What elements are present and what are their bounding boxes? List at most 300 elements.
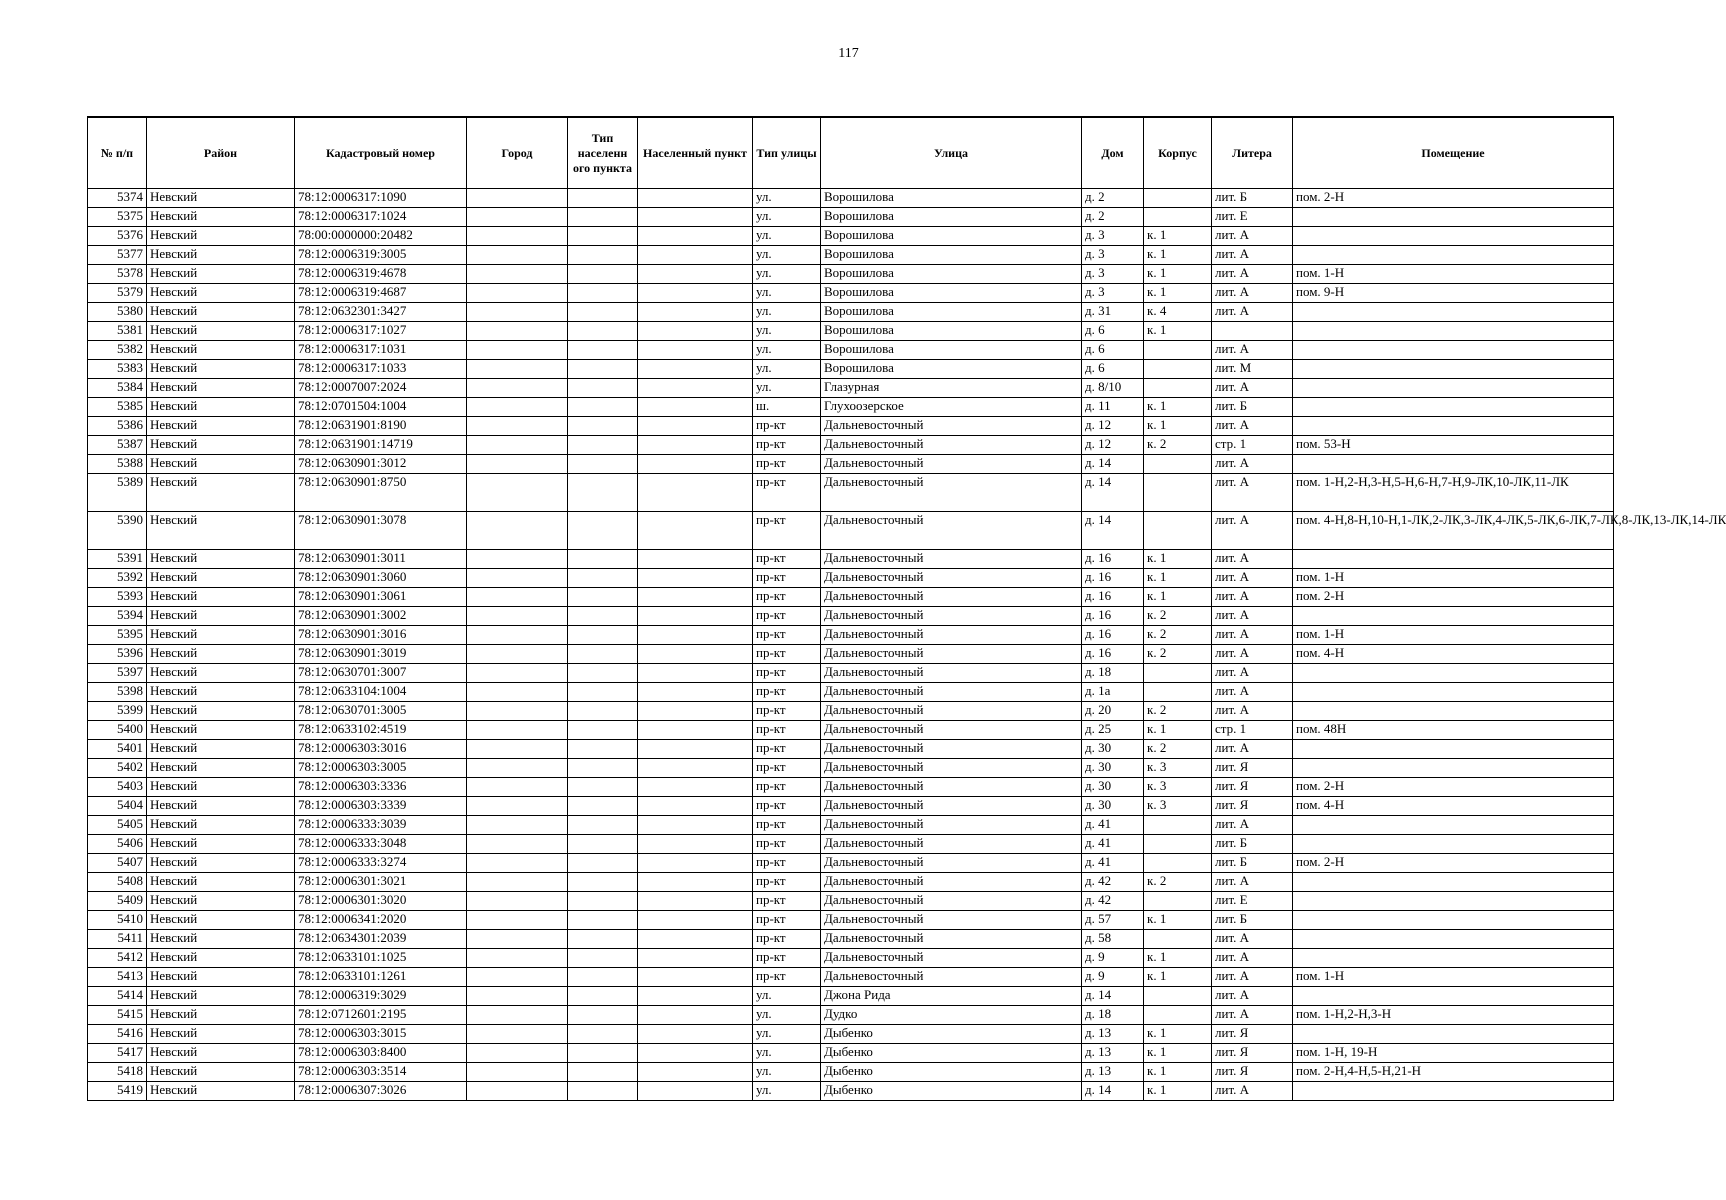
cell-premises: пом. 4-Н	[1293, 797, 1614, 816]
cell-city	[467, 417, 568, 436]
cell-settlement	[638, 569, 753, 588]
cell-city	[467, 189, 568, 208]
cell-settlement-type	[568, 569, 638, 588]
cell-letter: лит. А	[1212, 341, 1293, 360]
cell-street-type: ул.	[753, 341, 821, 360]
cell-district: Невский	[147, 797, 295, 816]
cell-settlement-type	[568, 892, 638, 911]
cell-district: Невский	[147, 474, 295, 512]
cell-settlement	[638, 949, 753, 968]
cell-settlement	[638, 987, 753, 1006]
cell-settlement-type	[568, 816, 638, 835]
cell-letter: лит. Я	[1212, 1044, 1293, 1063]
cell-premises: пом. 2-Н	[1293, 189, 1614, 208]
cell-city	[467, 702, 568, 721]
header-district: Район	[147, 117, 295, 189]
cell-row-number: 5383	[88, 360, 147, 379]
cell-letter	[1212, 322, 1293, 341]
table-row	[88, 455, 1614, 474]
cell-settlement	[638, 664, 753, 683]
cell-street-type: ул.	[753, 208, 821, 227]
cell-settlement	[638, 265, 753, 284]
cell-building: к. 1	[1144, 588, 1212, 607]
table-row	[88, 303, 1614, 322]
cell-letter: стр. 1	[1212, 436, 1293, 455]
cell-street: Дальневосточный	[821, 873, 1082, 892]
cell-street: Дальневосточный	[821, 740, 1082, 759]
cell-city	[467, 892, 568, 911]
table-row	[88, 854, 1614, 873]
cell-settlement-type	[568, 626, 638, 645]
cell-house: д. 14	[1082, 1082, 1144, 1101]
cell-street-type: ул.	[753, 227, 821, 246]
cell-letter: лит. А	[1212, 379, 1293, 398]
cell-city	[467, 759, 568, 778]
cell-settlement	[638, 1082, 753, 1101]
cell-street: Дальневосточный	[821, 417, 1082, 436]
cell-house: д. 16	[1082, 607, 1144, 626]
cell-premises	[1293, 550, 1614, 569]
cell-building: к. 2	[1144, 702, 1212, 721]
cell-city	[467, 455, 568, 474]
cell-building	[1144, 1006, 1212, 1025]
cell-district: Невский	[147, 911, 295, 930]
cell-settlement	[638, 284, 753, 303]
cell-street-type: пр-кт	[753, 911, 821, 930]
header-cadastral-number: Кадастровый номер	[295, 117, 467, 189]
cell-city	[467, 341, 568, 360]
table-row	[88, 778, 1614, 797]
cell-letter: лит. А	[1212, 588, 1293, 607]
cell-building: к. 1	[1144, 227, 1212, 246]
cell-row-number: 5375	[88, 208, 147, 227]
cell-cadastral-number: 78:12:0006319:3029	[295, 987, 467, 1006]
cell-street: Дальневосточный	[821, 759, 1082, 778]
cell-district: Невский	[147, 721, 295, 740]
table-row	[88, 949, 1614, 968]
cell-street-type: ул.	[753, 379, 821, 398]
cell-row-number: 5412	[88, 949, 147, 968]
cell-building: к. 1	[1144, 721, 1212, 740]
cell-settlement-type	[568, 189, 638, 208]
cell-premises: пом. 4-Н	[1293, 645, 1614, 664]
header-house: Дом	[1082, 117, 1144, 189]
cell-cadastral-number: 78:12:0633102:4519	[295, 721, 467, 740]
cell-street: Дальневосточный	[821, 607, 1082, 626]
cell-street-type: пр-кт	[753, 816, 821, 835]
cell-city	[467, 778, 568, 797]
cell-street: Ворошилова	[821, 303, 1082, 322]
cell-city	[467, 968, 568, 987]
cell-city	[467, 474, 568, 512]
cell-cadastral-number: 78:12:0006333:3048	[295, 835, 467, 854]
cell-premises	[1293, 740, 1614, 759]
cell-settlement-type	[568, 721, 638, 740]
cell-city	[467, 436, 568, 455]
cell-street-type: ул.	[753, 360, 821, 379]
cell-cadastral-number: 78:12:0006319:4678	[295, 265, 467, 284]
cell-street: Дальневосточный	[821, 436, 1082, 455]
cell-premises	[1293, 683, 1614, 702]
cell-building	[1144, 455, 1212, 474]
cell-city	[467, 265, 568, 284]
cell-settlement-type	[568, 1044, 638, 1063]
cell-cadastral-number: 78:12:0630901:3016	[295, 626, 467, 645]
cell-street-type: ул.	[753, 189, 821, 208]
cell-row-number: 5404	[88, 797, 147, 816]
cell-letter: лит. Я	[1212, 759, 1293, 778]
cell-house: д. 8/10	[1082, 379, 1144, 398]
cell-street: Дыбенко	[821, 1063, 1082, 1082]
cell-city	[467, 227, 568, 246]
cell-cadastral-number: 78:12:0006303:3336	[295, 778, 467, 797]
cell-house: д. 41	[1082, 816, 1144, 835]
cell-row-number: 5403	[88, 778, 147, 797]
cell-settlement-type	[568, 702, 638, 721]
table-row	[88, 322, 1614, 341]
cell-settlement	[638, 968, 753, 987]
cell-street-type: ул.	[753, 1082, 821, 1101]
cell-row-number: 5384	[88, 379, 147, 398]
table-row	[88, 930, 1614, 949]
cell-district: Невский	[147, 398, 295, 417]
table-row	[88, 550, 1614, 569]
cell-district: Невский	[147, 360, 295, 379]
cell-building: к. 1	[1144, 1025, 1212, 1044]
cell-city	[467, 854, 568, 873]
cell-house: д. 18	[1082, 664, 1144, 683]
cell-settlement-type	[568, 284, 638, 303]
cell-building: к. 4	[1144, 303, 1212, 322]
table-row	[88, 398, 1614, 417]
cell-street-type: ул.	[753, 1044, 821, 1063]
cell-row-number: 5378	[88, 265, 147, 284]
cell-city	[467, 911, 568, 930]
cell-letter: лит. А	[1212, 474, 1293, 512]
cell-letter: лит. А	[1212, 683, 1293, 702]
cell-district: Невский	[147, 246, 295, 265]
cell-cadastral-number: 78:12:0006317:1027	[295, 322, 467, 341]
cell-house: д. 30	[1082, 740, 1144, 759]
cell-premises	[1293, 930, 1614, 949]
table-row	[88, 740, 1614, 759]
cell-row-number: 5392	[88, 569, 147, 588]
cell-street: Ворошилова	[821, 360, 1082, 379]
cell-letter: лит. А	[1212, 550, 1293, 569]
cell-city	[467, 664, 568, 683]
cell-building: к. 1	[1144, 265, 1212, 284]
cell-house: д. 20	[1082, 702, 1144, 721]
cell-street-type: пр-кт	[753, 607, 821, 626]
cell-settlement	[638, 721, 753, 740]
cell-street-type: ул.	[753, 246, 821, 265]
cell-premises	[1293, 664, 1614, 683]
cell-cadastral-number: 78:12:0006319:3005	[295, 246, 467, 265]
cell-street: Дальневосточный	[821, 892, 1082, 911]
cell-cadastral-number: 78:12:0006317:1090	[295, 189, 467, 208]
cell-letter: стр. 1	[1212, 721, 1293, 740]
cell-district: Невский	[147, 455, 295, 474]
cell-cadastral-number: 78:12:0006303:8400	[295, 1044, 467, 1063]
cell-premises: пом. 4-Н,8-Н,10-Н,1-ЛК,2-ЛК,3-ЛК,4-ЛК,5-ЛК,6-ЛК,7-ЛК,8-ЛК,13-ЛК,14-ЛК	[1293, 512, 1614, 550]
cell-city	[467, 607, 568, 626]
cell-street: Дальневосточный	[821, 550, 1082, 569]
cell-city	[467, 1044, 568, 1063]
cell-house: д. 31	[1082, 303, 1144, 322]
cell-settlement	[638, 455, 753, 474]
table-row	[88, 835, 1614, 854]
header-premises: Помещение	[1293, 117, 1614, 189]
cell-letter: лит. А	[1212, 303, 1293, 322]
cell-cadastral-number: 78:12:0630901:3019	[295, 645, 467, 664]
cell-house: д. 16	[1082, 569, 1144, 588]
cell-building	[1144, 379, 1212, 398]
cell-cadastral-number: 78:12:0006303:3016	[295, 740, 467, 759]
cell-building: к. 1	[1144, 322, 1212, 341]
cell-house: д. 13	[1082, 1044, 1144, 1063]
cell-settlement-type	[568, 417, 638, 436]
cell-city	[467, 873, 568, 892]
cell-building	[1144, 683, 1212, 702]
cell-house: д. 41	[1082, 854, 1144, 873]
cell-settlement-type	[568, 341, 638, 360]
table-row	[88, 759, 1614, 778]
cell-street-type: пр-кт	[753, 702, 821, 721]
cell-row-number: 5415	[88, 1006, 147, 1025]
cell-cadastral-number: 78:12:0006303:3005	[295, 759, 467, 778]
cell-row-number: 5386	[88, 417, 147, 436]
cell-settlement	[638, 930, 753, 949]
header-street: Улица	[821, 117, 1082, 189]
cell-street-type: пр-кт	[753, 873, 821, 892]
cell-district: Невский	[147, 949, 295, 968]
cell-settlement	[638, 303, 753, 322]
cell-cadastral-number: 78:12:0006303:3015	[295, 1025, 467, 1044]
cell-settlement	[638, 436, 753, 455]
cell-district: Невский	[147, 1082, 295, 1101]
cell-settlement-type	[568, 778, 638, 797]
header-row-number: № п/п	[88, 117, 147, 189]
header-city: Город	[467, 117, 568, 189]
cell-letter: лит. М	[1212, 360, 1293, 379]
cell-cadastral-number: 78:12:0633101:1025	[295, 949, 467, 968]
header-street-type: Тип улицы	[753, 117, 821, 189]
cell-building: к. 2	[1144, 626, 1212, 645]
cell-letter: лит. Я	[1212, 778, 1293, 797]
cell-settlement	[638, 379, 753, 398]
cell-row-number: 5406	[88, 835, 147, 854]
cell-cadastral-number: 78:12:0006303:3339	[295, 797, 467, 816]
table-row	[88, 379, 1614, 398]
cell-letter: лит. А	[1212, 1006, 1293, 1025]
cell-premises: пом. 2-Н,4-Н,5-Н,21-Н	[1293, 1063, 1614, 1082]
cell-street-type: ул.	[753, 1025, 821, 1044]
table-row	[88, 588, 1614, 607]
cell-city	[467, 987, 568, 1006]
cell-cadastral-number: 78:12:0712601:2195	[295, 1006, 467, 1025]
cell-settlement	[638, 398, 753, 417]
cell-city	[467, 645, 568, 664]
cell-city	[467, 797, 568, 816]
cell-house: д. 12	[1082, 417, 1144, 436]
cell-letter: лит. А	[1212, 873, 1293, 892]
cell-row-number: 5389	[88, 474, 147, 512]
cell-settlement	[638, 778, 753, 797]
cell-district: Невский	[147, 930, 295, 949]
cell-house: д. 42	[1082, 873, 1144, 892]
cell-district: Невский	[147, 759, 295, 778]
cell-district: Невский	[147, 322, 295, 341]
cell-building: к. 2	[1144, 607, 1212, 626]
cell-street: Дальневосточный	[821, 911, 1082, 930]
cell-street-type: ул.	[753, 265, 821, 284]
table-row	[88, 436, 1614, 455]
cell-building	[1144, 341, 1212, 360]
cell-settlement	[638, 512, 753, 550]
cell-street: Джона Рида	[821, 987, 1082, 1006]
cell-cadastral-number: 78:12:0006317:1024	[295, 208, 467, 227]
cell-street-type: пр-кт	[753, 550, 821, 569]
cell-row-number: 5407	[88, 854, 147, 873]
cell-city	[467, 322, 568, 341]
cell-district: Невский	[147, 512, 295, 550]
cell-settlement-type	[568, 246, 638, 265]
cell-street-type: пр-кт	[753, 588, 821, 607]
cell-street: Дальневосточный	[821, 626, 1082, 645]
cell-letter: лит. А	[1212, 664, 1293, 683]
cell-building: к. 2	[1144, 436, 1212, 455]
header-settlement: Населенный пункт	[638, 117, 753, 189]
cell-settlement	[638, 246, 753, 265]
cell-row-number: 5382	[88, 341, 147, 360]
cell-city	[467, 303, 568, 322]
cell-settlement-type	[568, 227, 638, 246]
cell-row-number: 5397	[88, 664, 147, 683]
cell-row-number: 5377	[88, 246, 147, 265]
cell-letter: лит. А	[1212, 455, 1293, 474]
cell-city	[467, 626, 568, 645]
cell-row-number: 5402	[88, 759, 147, 778]
cell-street: Дальневосточный	[821, 569, 1082, 588]
cell-building: к. 1	[1144, 398, 1212, 417]
cell-settlement-type	[568, 1025, 638, 1044]
cell-street: Глазурная	[821, 379, 1082, 398]
cell-street: Глухоозерское	[821, 398, 1082, 417]
cell-premises	[1293, 987, 1614, 1006]
cell-house: д. 42	[1082, 892, 1144, 911]
cell-premises	[1293, 398, 1614, 417]
cell-row-number: 5395	[88, 626, 147, 645]
cell-cadastral-number: 78:12:0630701:3005	[295, 702, 467, 721]
cell-cadastral-number: 78:12:0701504:1004	[295, 398, 467, 417]
cell-premises	[1293, 208, 1614, 227]
table-row	[88, 702, 1614, 721]
cell-street: Дальневосточный	[821, 683, 1082, 702]
cell-row-number: 5411	[88, 930, 147, 949]
cell-street-type: пр-кт	[753, 569, 821, 588]
cell-building: к. 2	[1144, 645, 1212, 664]
cell-letter: лит. Я	[1212, 1063, 1293, 1082]
cell-premises	[1293, 341, 1614, 360]
cell-settlement-type	[568, 379, 638, 398]
cell-settlement	[638, 588, 753, 607]
cell-settlement	[638, 835, 753, 854]
cell-cadastral-number: 78:12:0630901:3002	[295, 607, 467, 626]
cell-street: Дыбенко	[821, 1025, 1082, 1044]
cell-city	[467, 1063, 568, 1082]
cell-row-number: 5416	[88, 1025, 147, 1044]
cell-street: Дальневосточный	[821, 645, 1082, 664]
cell-settlement	[638, 550, 753, 569]
cell-row-number: 5374	[88, 189, 147, 208]
cell-street-type: пр-кт	[753, 683, 821, 702]
table-row	[88, 360, 1614, 379]
cell-city	[467, 360, 568, 379]
cell-settlement-type	[568, 645, 638, 664]
table-row	[88, 626, 1614, 645]
cell-row-number: 5380	[88, 303, 147, 322]
cell-row-number: 5385	[88, 398, 147, 417]
cell-district: Невский	[147, 607, 295, 626]
cell-city	[467, 835, 568, 854]
cell-settlement	[638, 189, 753, 208]
cell-district: Невский	[147, 569, 295, 588]
table-row	[88, 1063, 1614, 1082]
cell-row-number: 5410	[88, 911, 147, 930]
cell-street-type: пр-кт	[753, 892, 821, 911]
cell-street-type: ул.	[753, 303, 821, 322]
cell-street-type: пр-кт	[753, 930, 821, 949]
cell-letter: лит. А	[1212, 512, 1293, 550]
cell-street-type: пр-кт	[753, 759, 821, 778]
cell-row-number: 5405	[88, 816, 147, 835]
cell-row-number: 5396	[88, 645, 147, 664]
cell-premises	[1293, 417, 1614, 436]
cell-street: Дыбенко	[821, 1044, 1082, 1063]
cell-city	[467, 1025, 568, 1044]
cell-cadastral-number: 78:12:0630901:3078	[295, 512, 467, 550]
table-header-row	[88, 117, 1614, 189]
cell-city	[467, 208, 568, 227]
cell-district: Невский	[147, 436, 295, 455]
cell-settlement	[638, 1044, 753, 1063]
cell-premises: пом. 1-Н,2-Н,3-Н	[1293, 1006, 1614, 1025]
table-row	[88, 341, 1614, 360]
cell-district: Невский	[147, 284, 295, 303]
cell-settlement-type	[568, 607, 638, 626]
table-row	[88, 227, 1614, 246]
cell-district: Невский	[147, 835, 295, 854]
cell-settlement-type	[568, 797, 638, 816]
cell-building: к. 1	[1144, 550, 1212, 569]
cell-street-type: пр-кт	[753, 664, 821, 683]
table-row	[88, 512, 1614, 550]
cell-city	[467, 550, 568, 569]
cell-street: Ворошилова	[821, 265, 1082, 284]
cell-cadastral-number: 78:12:0007007:2024	[295, 379, 467, 398]
cell-street: Дальневосточный	[821, 854, 1082, 873]
cell-building: к. 1	[1144, 949, 1212, 968]
cell-premises: пом. 1-Н	[1293, 569, 1614, 588]
cell-house: д. 14	[1082, 512, 1144, 550]
cell-premises: пом. 53-Н	[1293, 436, 1614, 455]
cell-premises: пом. 1-Н	[1293, 968, 1614, 987]
cell-house: д. 25	[1082, 721, 1144, 740]
cell-building	[1144, 816, 1212, 835]
cell-cadastral-number: 78:12:0630901:3011	[295, 550, 467, 569]
cell-street: Ворошилова	[821, 227, 1082, 246]
cell-district: Невский	[147, 854, 295, 873]
